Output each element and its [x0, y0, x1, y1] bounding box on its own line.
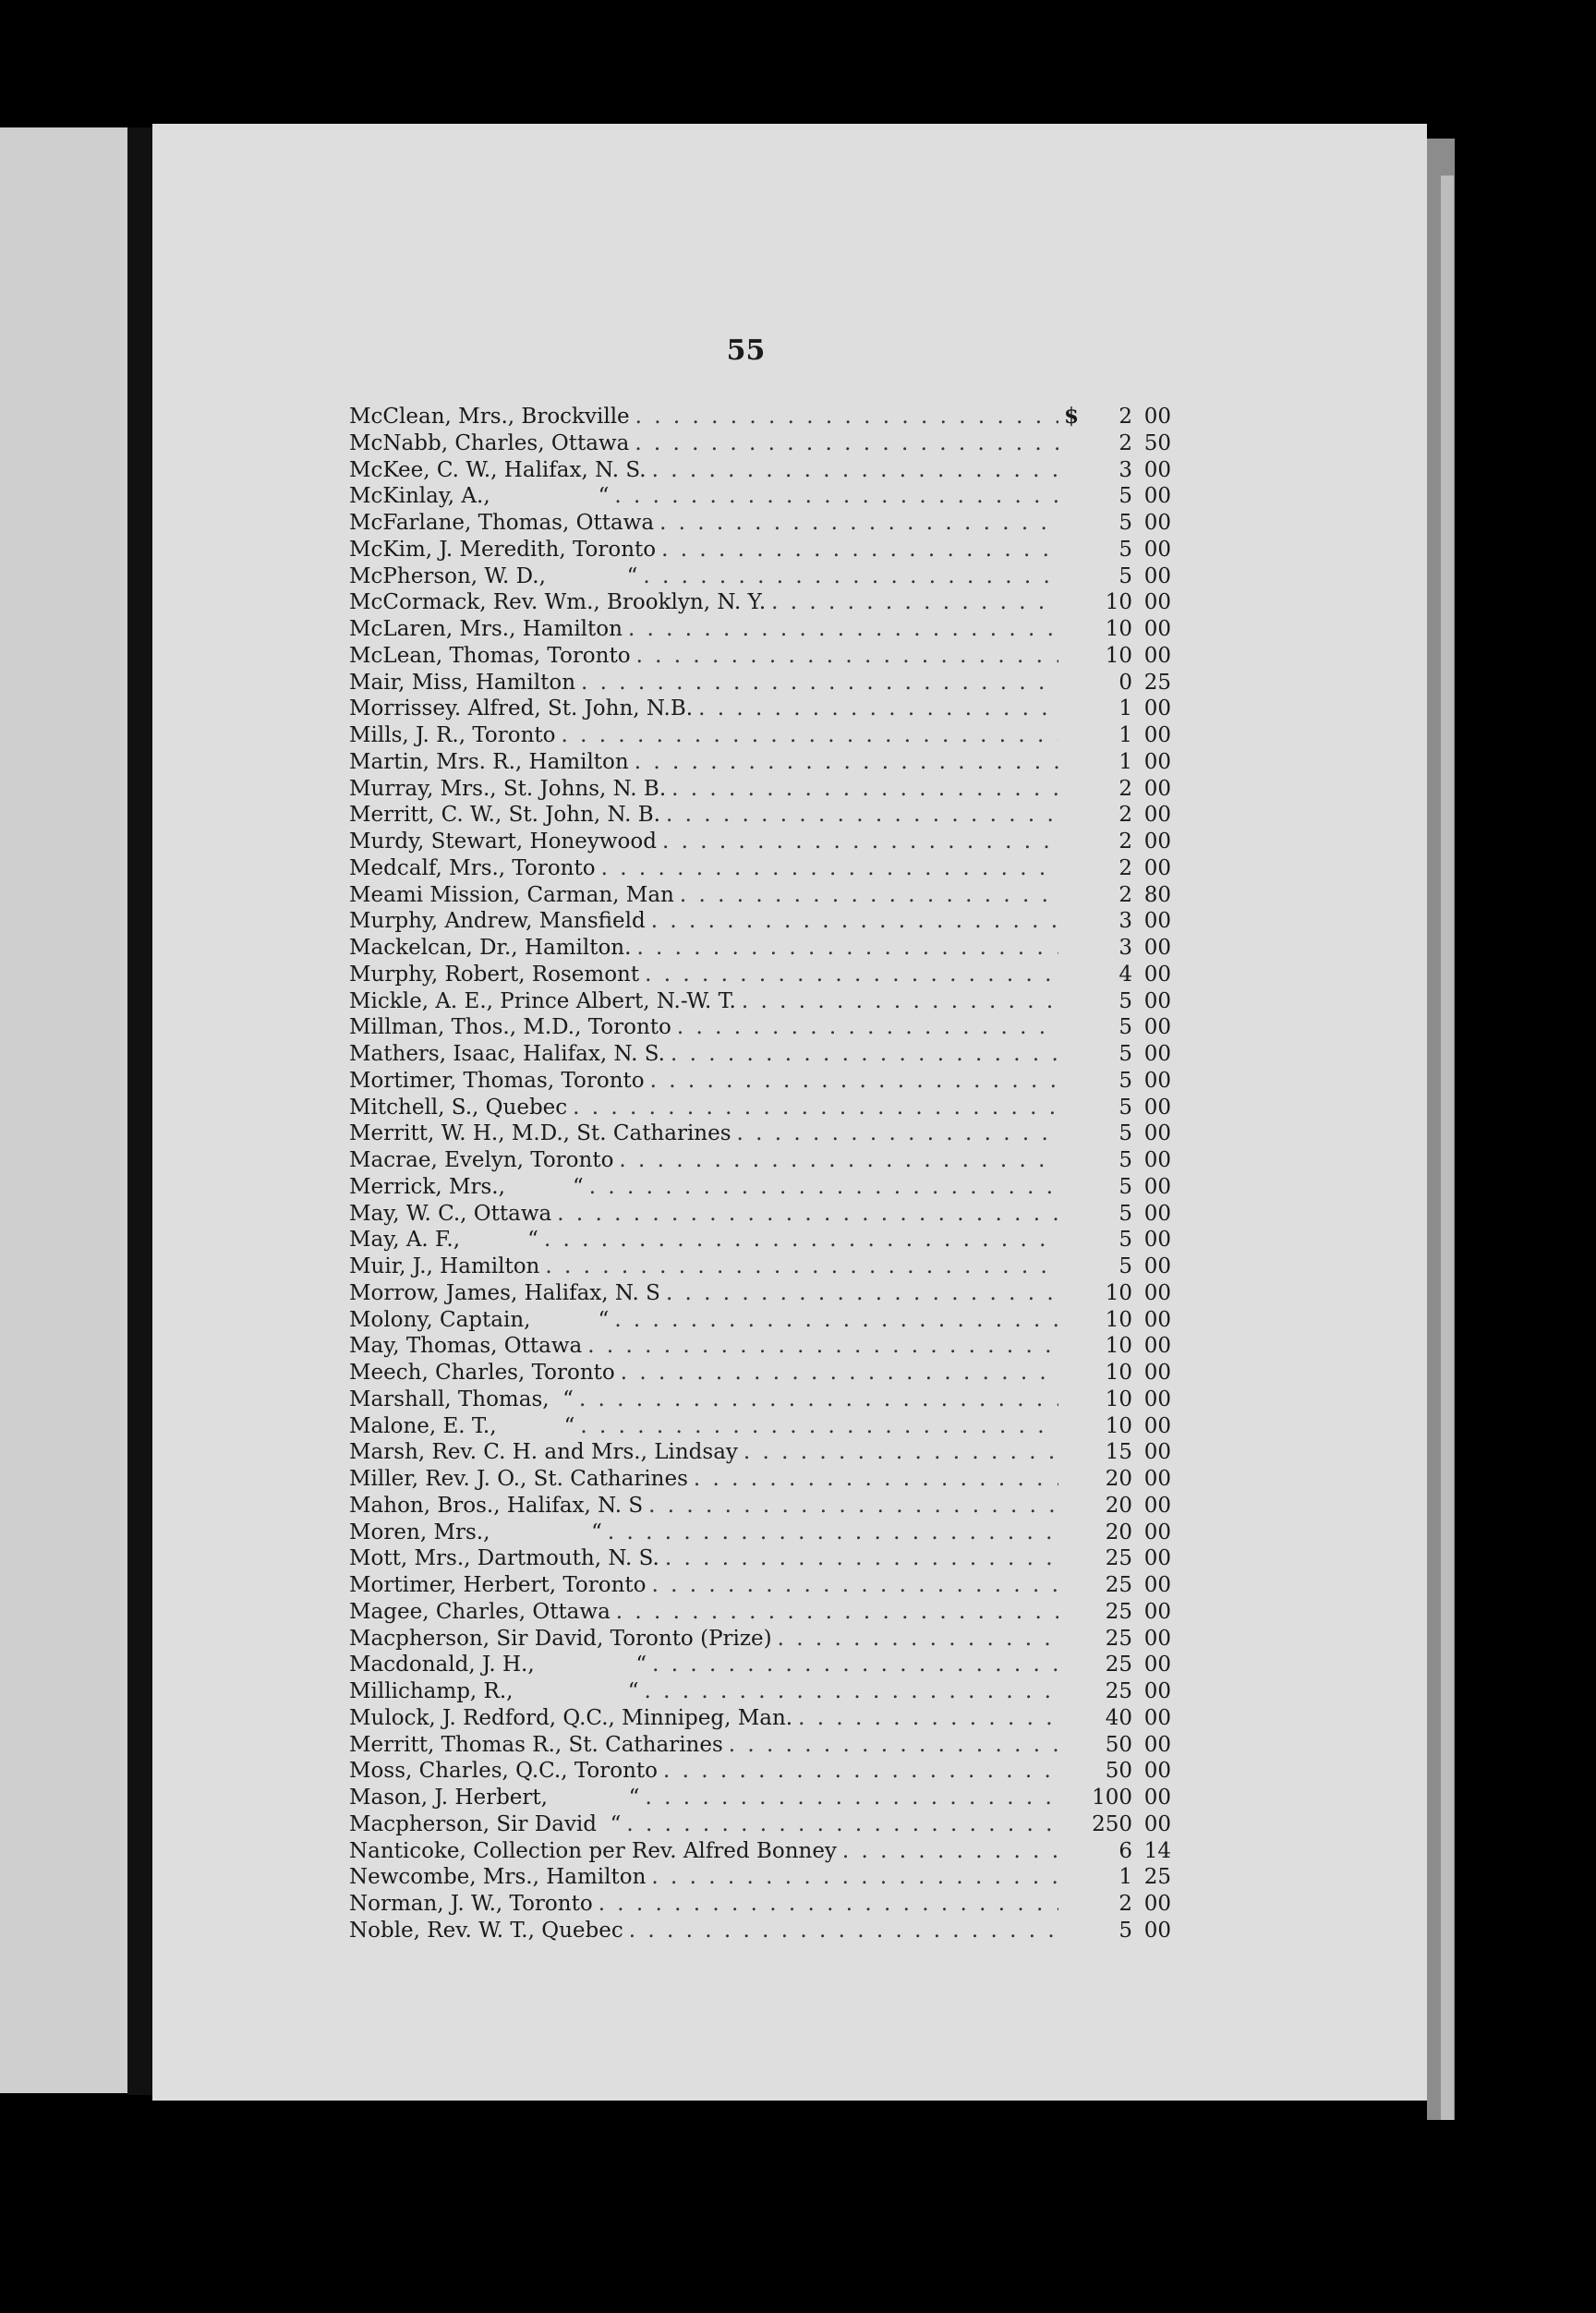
- dot-leader: [544, 1227, 1058, 1253]
- dot-leader: [650, 1068, 1058, 1095]
- dot-leader: [589, 1174, 1058, 1201]
- contributor-name: Meech, Charles, Toronto: [349, 1361, 615, 1385]
- list-item: [349, 563, 1171, 590]
- list-item: [349, 1864, 1171, 1891]
- dot-leader: [671, 776, 1058, 803]
- amount-dollars: 2: [1118, 405, 1132, 429]
- list-item: [349, 1758, 1171, 1785]
- list-item: [349, 1705, 1171, 1732]
- contributor-name: Marsh, Rev. C. H. and Mrs., Lindsay: [349, 1440, 738, 1465]
- contributor-name: May, W. C., Ottawa: [349, 1201, 552, 1226]
- amount-cents: 00: [1143, 1759, 1171, 1784]
- contributor-name: Millichamp, R., “: [349, 1679, 639, 1703]
- amount-dollars: 25: [1105, 1546, 1132, 1571]
- amount-cents: 25: [1143, 1865, 1171, 1890]
- contributor-name: Mitchell, S., Quebec: [349, 1095, 568, 1120]
- amount-dollars: 20: [1105, 1520, 1132, 1544]
- amount-dollars: 5: [1118, 1121, 1132, 1146]
- amount-cents: 00: [1143, 1705, 1171, 1730]
- amount-dollars: 3: [1118, 909, 1132, 934]
- amount-dollars: 50: [1105, 1732, 1132, 1757]
- dot-leader: [598, 1891, 1058, 1918]
- list-item: [349, 670, 1171, 696]
- subscription-list: [349, 404, 1171, 1944]
- amount-dollars: 4: [1118, 962, 1132, 987]
- amount-dollars: 5: [1118, 1148, 1132, 1172]
- list-item: [349, 988, 1171, 1015]
- amount-dollars: 2: [1118, 430, 1132, 455]
- dot-leader: [643, 563, 1058, 590]
- amount-cents: 00: [1143, 1599, 1171, 1624]
- amount-cents: 00: [1143, 962, 1171, 987]
- dot-leader: [573, 1095, 1058, 1121]
- dot-leader: [614, 1307, 1058, 1334]
- list-item: [349, 1520, 1171, 1546]
- amount-cents: 00: [1143, 776, 1171, 801]
- amount-cents: 00: [1143, 1440, 1171, 1465]
- list-item: [349, 1572, 1171, 1599]
- amount-dollars: 25: [1105, 1599, 1132, 1624]
- amount-dollars: 10: [1105, 1413, 1132, 1438]
- currency-symbol: $: [1064, 404, 1080, 429]
- list-item: [349, 589, 1171, 616]
- amount-cents: 00: [1143, 457, 1171, 482]
- amount-dollars: 5: [1118, 1918, 1132, 1943]
- amount-cents: 00: [1143, 590, 1171, 615]
- contributor-name: Martin, Mrs. R., Hamilton: [349, 749, 629, 774]
- list-item: [349, 1811, 1171, 1838]
- amount-dollars: 10: [1105, 1307, 1132, 1332]
- contributor-name: Medcalf, Mrs., Toronto: [349, 855, 596, 880]
- list-item: [349, 1360, 1171, 1387]
- list-item: [349, 1439, 1171, 1466]
- dot-leader: [663, 1758, 1058, 1785]
- amount-dollars: 40: [1105, 1705, 1132, 1730]
- list-item: [349, 908, 1171, 935]
- page-number: 55: [726, 334, 766, 367]
- amount-cents: 50: [1143, 430, 1171, 455]
- amount-dollars: 5: [1118, 1201, 1132, 1226]
- contributor-name: Macrae, Evelyn, Toronto: [349, 1148, 614, 1172]
- dot-leader: [645, 962, 1058, 988]
- contributor-name: Mahon, Bros., Halifax, N. S: [349, 1493, 644, 1518]
- dot-leader: [698, 696, 1058, 722]
- amount-cents: 00: [1143, 1201, 1171, 1226]
- contributor-name: Merrick, Mrs., “: [349, 1174, 584, 1199]
- dot-leader: [842, 1838, 1058, 1865]
- dot-leader: [652, 457, 1058, 484]
- dot-leader: [636, 935, 1058, 962]
- dot-leader: [648, 1493, 1058, 1520]
- list-item: [349, 1652, 1171, 1678]
- list-item: [349, 1413, 1171, 1440]
- contributor-name: Mulock, J. Redford, Q.C., Minnipeg, Man.: [349, 1705, 793, 1730]
- list-item: [349, 1227, 1171, 1253]
- amount-dollars: 100: [1092, 1786, 1132, 1810]
- dot-leader: [626, 1811, 1058, 1838]
- amount-dollars: 5: [1118, 511, 1132, 535]
- amount-dollars: 5: [1118, 1095, 1132, 1120]
- dot-leader: [614, 483, 1058, 510]
- list-item: [349, 1599, 1171, 1626]
- dot-leader: [635, 404, 1058, 430]
- amount-dollars: 2: [1118, 803, 1132, 828]
- list-item: [349, 1253, 1171, 1280]
- contributor-name: Mackelcan, Dr., Hamilton.: [349, 936, 632, 960]
- amount-cents: 00: [1143, 936, 1171, 960]
- amount-cents: 00: [1143, 1387, 1171, 1411]
- list-item: [349, 1280, 1171, 1307]
- dot-leader: [621, 1360, 1058, 1387]
- amount-dollars: 5: [1118, 484, 1132, 509]
- contributor-name: Mathers, Isaac, Halifax, N. S.: [349, 1042, 665, 1066]
- contributor-name: Mortimer, Thomas, Toronto: [349, 1068, 645, 1093]
- dot-leader: [580, 1413, 1058, 1440]
- contributor-name: Moren, Mrs., “: [349, 1520, 602, 1544]
- amount-cents: 00: [1143, 405, 1171, 429]
- amount-cents: 00: [1143, 696, 1171, 721]
- amount-dollars: 25: [1105, 1573, 1132, 1597]
- dot-leader: [651, 908, 1058, 935]
- list-item: [349, 935, 1171, 962]
- amount-cents: 00: [1143, 1573, 1171, 1597]
- dot-leader: [587, 1333, 1058, 1360]
- amount-dollars: 50: [1105, 1759, 1132, 1784]
- amount-dollars: 10: [1105, 643, 1132, 668]
- amount-cents: 00: [1143, 1679, 1171, 1703]
- amount-cents: 00: [1143, 1068, 1171, 1093]
- amount-cents: 25: [1143, 670, 1171, 695]
- list-item: [349, 483, 1171, 510]
- dot-leader: [680, 882, 1058, 909]
- list-item: [349, 829, 1171, 855]
- contributor-name: Millman, Thos., M.D., Toronto: [349, 1015, 671, 1040]
- right-page-edge-highlight: [1441, 176, 1454, 2120]
- amount-dollars: 0: [1118, 670, 1132, 695]
- list-item: [349, 1545, 1171, 1572]
- amount-cents: 00: [1143, 484, 1171, 509]
- contributor-name: Molony, Captain, “: [349, 1307, 610, 1332]
- amount-cents: 00: [1143, 1546, 1171, 1571]
- amount-dollars: 20: [1105, 1467, 1132, 1491]
- amount-dollars: 25: [1105, 1679, 1132, 1703]
- contributor-name: Murphy, Andrew, Mansfield: [349, 909, 646, 934]
- amount-cents: 00: [1143, 723, 1171, 747]
- amount-cents: 00: [1143, 909, 1171, 934]
- dot-leader: [652, 1652, 1058, 1678]
- amount-dollars: 25: [1105, 1653, 1132, 1677]
- dot-leader: [798, 1705, 1058, 1732]
- list-item: [349, 1838, 1171, 1865]
- contributor-name: Morrow, James, Halifax, N. S: [349, 1280, 660, 1305]
- contributor-name: McClean, Mrs., Brockville: [349, 405, 630, 429]
- contributor-name: Merritt, W. H., M.D., St. Catharines: [349, 1121, 732, 1146]
- dot-leader: [742, 988, 1058, 1015]
- amount-dollars: 5: [1118, 988, 1132, 1013]
- amount-dollars: 20: [1105, 1493, 1132, 1518]
- dot-leader: [635, 749, 1058, 776]
- contributor-name: McPherson, W. D., “: [349, 563, 638, 588]
- list-item: [349, 1041, 1171, 1068]
- list-item: [349, 776, 1171, 803]
- contributor-name: Macdonald, J. H., “: [349, 1653, 647, 1677]
- amount-cents: 00: [1143, 1015, 1171, 1040]
- amount-cents: 00: [1143, 1653, 1171, 1677]
- dot-leader: [729, 1732, 1058, 1759]
- dot-leader: [652, 1572, 1058, 1599]
- list-item: [349, 1678, 1171, 1705]
- list-item: [349, 404, 1171, 430]
- contributor-name: Mair, Miss, Hamilton: [349, 670, 576, 695]
- dot-leader: [771, 589, 1058, 616]
- dot-leader: [581, 670, 1058, 696]
- list-item: [349, 749, 1171, 776]
- amount-dollars: 2: [1118, 855, 1132, 880]
- amount-cents: 00: [1143, 1892, 1171, 1916]
- amount-cents: 00: [1143, 1361, 1171, 1385]
- dot-leader: [636, 643, 1058, 670]
- list-item: [349, 1014, 1171, 1041]
- list-item: [349, 430, 1171, 457]
- dot-leader: [662, 829, 1058, 855]
- amount-cents: 00: [1143, 1280, 1171, 1305]
- list-item: [349, 1147, 1171, 1174]
- list-item: [349, 882, 1171, 909]
- dot-leader: [694, 1466, 1058, 1493]
- dot-leader: [629, 1918, 1058, 1944]
- list-item: [349, 1466, 1171, 1493]
- amount-dollars: 10: [1105, 1387, 1132, 1411]
- amount-cents: 00: [1143, 511, 1171, 535]
- list-item: [349, 1333, 1171, 1360]
- list-item: [349, 1626, 1171, 1653]
- amount-cents: 00: [1143, 1334, 1171, 1359]
- contributor-name: Merritt, C. W., St. John, N. B.: [349, 803, 660, 828]
- amount-cents: 00: [1143, 855, 1171, 880]
- contributor-name: McKinlay, A., “: [349, 484, 610, 509]
- amount-cents: 00: [1143, 1918, 1171, 1943]
- dot-leader: [645, 1785, 1058, 1811]
- amount-cents: 00: [1143, 1413, 1171, 1438]
- list-item: [349, 1785, 1171, 1811]
- amount-dollars: 5: [1118, 1254, 1132, 1278]
- dot-leader: [661, 537, 1058, 563]
- dot-leader: [666, 1280, 1058, 1307]
- list-item: [349, 457, 1171, 484]
- list-item: [349, 1891, 1171, 1918]
- dot-leader: [677, 1014, 1058, 1041]
- amount-cents: 80: [1143, 882, 1171, 907]
- contributor-name: McKim, J. Meredith, Toronto: [349, 537, 657, 562]
- dot-leader: [651, 1864, 1058, 1891]
- amount-cents: 00: [1143, 1732, 1171, 1757]
- list-item: [349, 510, 1171, 537]
- amount-cents: 00: [1143, 563, 1171, 588]
- list-item: [349, 1095, 1171, 1121]
- amount-cents: 14: [1143, 1838, 1171, 1863]
- amount-dollars: 5: [1118, 563, 1132, 588]
- amount-dollars: 2: [1118, 776, 1132, 801]
- amount-cents: 00: [1143, 1520, 1171, 1544]
- contributor-name: McFarlane, Thomas, Ottawa: [349, 511, 655, 535]
- list-item: [349, 1307, 1171, 1334]
- dot-leader: [616, 1599, 1058, 1626]
- contributor-name: McKee, C. W., Halifax, N. S.: [349, 457, 647, 482]
- contributor-name: Mickle, A. E., Prince Albert, N.-W. T.: [349, 988, 736, 1013]
- contributor-name: McCormack, Rev. Wm., Brooklyn, N. Y.: [349, 590, 767, 615]
- dot-leader: [545, 1253, 1058, 1280]
- contributor-name: McLean, Thomas, Toronto: [349, 643, 631, 668]
- amount-dollars: 3: [1118, 936, 1132, 960]
- list-item: [349, 1120, 1171, 1147]
- amount-dollars: 5: [1118, 537, 1132, 562]
- contributor-name: Norman, J. W., Toronto: [349, 1892, 593, 1916]
- amount-dollars: 6: [1118, 1838, 1132, 1863]
- contributor-name: Murray, Mrs., St. Johns, N. B.: [349, 776, 667, 801]
- amount-cents: 00: [1143, 1121, 1171, 1146]
- contributor-name: Magee, Charles, Ottawa: [349, 1599, 611, 1624]
- amount-cents: 00: [1143, 1148, 1171, 1172]
- amount-cents: 00: [1143, 1467, 1171, 1491]
- dot-leader: [579, 1387, 1058, 1413]
- amount-cents: 00: [1143, 1174, 1171, 1199]
- amount-dollars: 1: [1118, 1865, 1132, 1890]
- list-item: [349, 696, 1171, 722]
- amount-dollars: 1: [1118, 723, 1132, 747]
- amount-dollars: 5: [1118, 1228, 1132, 1253]
- contributor-name: Mott, Mrs., Dartmouth, N. S.: [349, 1546, 659, 1571]
- book-gutter: [127, 127, 155, 2095]
- contributor-name: May, A. F., “: [349, 1228, 538, 1253]
- amount-dollars: 10: [1105, 1334, 1132, 1359]
- contributor-name: McLaren, Mrs., Hamilton: [349, 617, 623, 641]
- list-item: [349, 1493, 1171, 1520]
- amount-dollars: 10: [1105, 1361, 1132, 1385]
- amount-cents: 00: [1143, 749, 1171, 774]
- dot-leader: [628, 616, 1058, 643]
- contributor-name: May, Thomas, Ottawa: [349, 1334, 583, 1359]
- amount-cents: 00: [1143, 1786, 1171, 1810]
- amount-dollars: 250: [1092, 1811, 1132, 1836]
- contributor-name: Murphy, Robert, Rosemont: [349, 962, 640, 987]
- amount-cents: 00: [1143, 617, 1171, 641]
- contributor-name: Mortimer, Herbert, Toronto: [349, 1573, 647, 1597]
- contributor-name: McNabb, Charles, Ottawa: [349, 430, 630, 455]
- amount-cents: 00: [1143, 1626, 1171, 1651]
- dot-leader: [666, 802, 1058, 829]
- amount-cents: 00: [1143, 643, 1171, 668]
- dot-leader: [744, 1439, 1058, 1466]
- amount-dollars: 3: [1118, 457, 1132, 482]
- list-item: [349, 616, 1171, 643]
- dot-leader: [645, 1678, 1058, 1705]
- contributor-name: Mason, J. Herbert, “: [349, 1786, 640, 1810]
- dot-leader: [562, 722, 1059, 749]
- amount-dollars: 10: [1105, 590, 1132, 615]
- amount-cents: 00: [1143, 1042, 1171, 1066]
- amount-cents: 00: [1143, 1228, 1171, 1253]
- contributor-name: Moss, Charles, Q.C., Toronto: [349, 1759, 659, 1784]
- list-item: [349, 855, 1171, 882]
- amount-dollars: 10: [1105, 1280, 1132, 1305]
- list-item: [349, 1201, 1171, 1228]
- dot-leader: [665, 1545, 1058, 1572]
- list-item: [349, 643, 1171, 670]
- contributor-name: Morrissey. Alfred, St. John, N.B.: [349, 696, 694, 721]
- list-item: [349, 1918, 1171, 1944]
- amount-cents: 00: [1143, 803, 1171, 828]
- contributor-name: Muir, J., Hamilton: [349, 1254, 540, 1278]
- amount-cents: 00: [1143, 1811, 1171, 1836]
- amount-dollars: 15: [1105, 1440, 1132, 1465]
- list-item: [349, 537, 1171, 563]
- amount-dollars: 2: [1118, 1892, 1132, 1916]
- dot-leader: [619, 1147, 1058, 1174]
- contributor-name: Macpherson, Sir David, Toronto (Prize): [349, 1626, 772, 1651]
- contributor-name: Marshall, Thomas, “: [349, 1387, 574, 1411]
- contributor-name: Macpherson, Sir David “: [349, 1811, 622, 1836]
- contributor-name: Noble, Rev. W. T., Quebec: [349, 1918, 623, 1943]
- amount-dollars: 2: [1118, 882, 1132, 907]
- list-item: [349, 802, 1171, 829]
- contributor-name: Meami Mission, Carman, Man: [349, 882, 674, 907]
- amount-dollars: 5: [1118, 1068, 1132, 1093]
- left-facing-page-edge: [0, 127, 127, 2093]
- amount-cents: 00: [1143, 537, 1171, 562]
- amount-cents: 00: [1143, 988, 1171, 1013]
- amount-cents: 00: [1143, 830, 1171, 854]
- amount-dollars: 25: [1105, 1626, 1132, 1651]
- amount-dollars: 1: [1118, 749, 1132, 774]
- list-item: [349, 1068, 1171, 1095]
- list-item: [349, 1732, 1171, 1759]
- amount-dollars: 5: [1118, 1174, 1132, 1199]
- contributor-name: Murdy, Stewart, Honeywood: [349, 830, 657, 854]
- amount-cents: 00: [1143, 1493, 1171, 1518]
- dot-leader: [659, 510, 1058, 537]
- contributor-name: Merritt, Thomas R., St. Catharines: [349, 1732, 723, 1757]
- amount-dollars: 1: [1118, 696, 1132, 721]
- amount-dollars: 5: [1118, 1042, 1132, 1066]
- dot-leader: [778, 1626, 1058, 1653]
- list-item: [349, 722, 1171, 749]
- contributor-name: Nanticoke, Collection per Rev. Alfred Bonney: [349, 1838, 837, 1863]
- dot-leader: [608, 1520, 1058, 1546]
- amount-cents: 00: [1143, 1307, 1171, 1332]
- list-item: [349, 1174, 1171, 1201]
- dot-leader: [557, 1201, 1058, 1228]
- amount-cents: 00: [1143, 1254, 1171, 1278]
- list-item: [349, 1387, 1171, 1413]
- dot-leader: [671, 1041, 1058, 1068]
- dot-leader: [635, 430, 1058, 457]
- amount-cents: 00: [1143, 1095, 1171, 1120]
- list-item: [349, 962, 1171, 988]
- amount-dollars: 5: [1118, 1015, 1132, 1040]
- dot-leader: [601, 855, 1058, 882]
- contributor-name: Malone, E. T., “: [349, 1413, 575, 1438]
- contributor-name: Mills, J. R., Toronto: [349, 723, 556, 747]
- contributor-name: Miller, Rev. J. O., St. Catharines: [349, 1467, 688, 1491]
- dot-leader: [737, 1120, 1058, 1147]
- amount-dollars: 10: [1105, 617, 1132, 641]
- amount-dollars: 2: [1118, 830, 1132, 854]
- contributor-name: Newcombe, Mrs., Hamilton: [349, 1865, 647, 1890]
